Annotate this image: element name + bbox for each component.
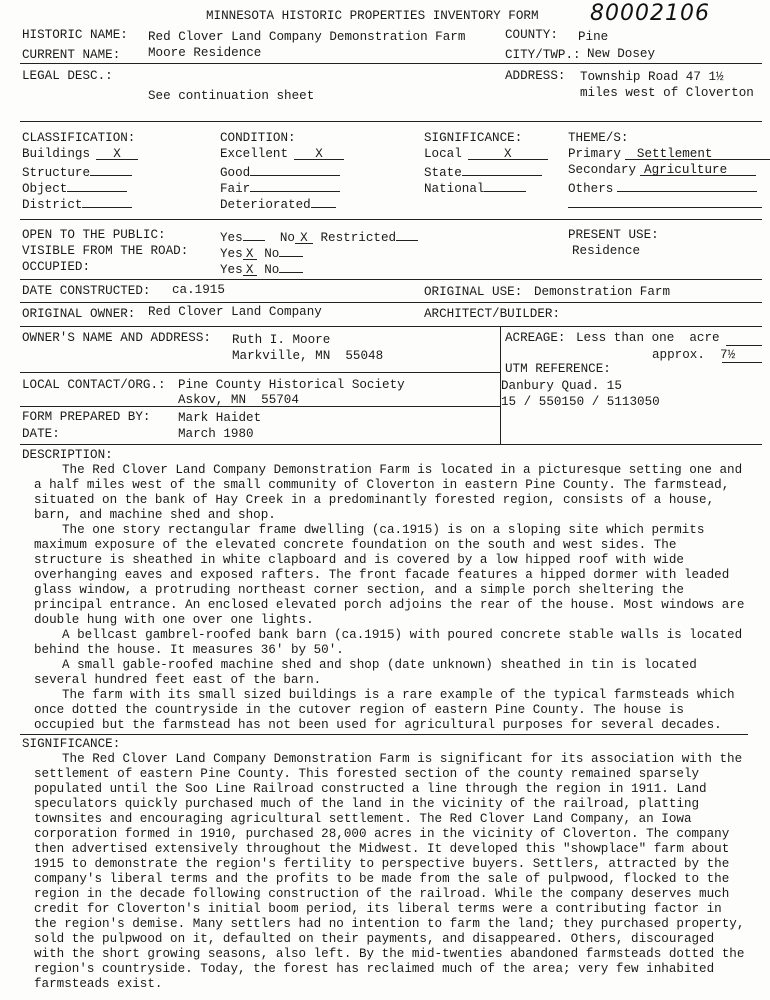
city-twp-label: CITY/TWP.: xyxy=(505,48,581,62)
owner-line-2: Markville, MN 55048 xyxy=(232,349,384,363)
condition-item: Deteriorated xyxy=(220,195,336,213)
utm-reference-label: UTM REFERENCE: xyxy=(505,362,611,376)
original-use-value: Demonstration Farm xyxy=(534,285,671,299)
contact-line-2: Askov, MN 55704 xyxy=(178,393,299,407)
significance-item: National xyxy=(424,179,526,197)
legal-desc-label: LEGAL DESC.: xyxy=(22,69,113,83)
present-use-label: PRESENT USE: xyxy=(568,228,659,242)
date-value: March 1980 xyxy=(178,427,254,441)
description-paragraph: A small gable-roofed machine shed and shop (date unknown) sheathed in tin is located several hundred feet east of the barn. xyxy=(34,658,697,687)
condition-label: CONDITION: xyxy=(220,131,296,145)
city-twp-value: New Dosey xyxy=(587,47,656,61)
address-label: ADDRESS: xyxy=(505,69,566,83)
county-label: COUNTY: xyxy=(505,28,558,42)
visible-from-road-label: VISIBLE FROM THE ROAD: xyxy=(22,244,189,258)
significance-heading: SIGNIFICANCE: xyxy=(22,737,121,751)
occupied-label: OCCUPIED: xyxy=(22,260,91,274)
architect-builder-label: ARCHITECT/BUILDER: xyxy=(424,307,561,321)
present-use-value: Residence xyxy=(572,244,641,258)
date-constructed-label: DATE CONSTRUCTED: xyxy=(22,284,151,298)
classification-item: Buildings X xyxy=(22,147,138,162)
historic-name-label: HISTORIC NAME: xyxy=(22,28,128,42)
description-heading: DESCRIPTION: xyxy=(22,448,113,462)
legal-desc-value: See continuation sheet xyxy=(148,89,315,103)
date-label: DATE: xyxy=(22,427,60,441)
description-paragraph: The farm with its small sized buildings is a rare example of the typical farmsteads which once dotted the countryside in the cutover region of eastern Pine County. The house is occupied but the farmstead has not been used for agricultural purposes for several decades. xyxy=(34,688,735,732)
utm-line-2: 15 / 550150 / 5113050 xyxy=(501,395,660,409)
acreage-approx: approx. 7½ xyxy=(652,348,736,362)
form-prepared-by-label: FORM PREPARED BY: xyxy=(22,410,151,424)
address-line-2: miles west of Cloverton xyxy=(580,86,754,100)
visible-from-road-options: Yes X No xyxy=(220,244,303,262)
condition-item: Fair xyxy=(220,179,340,197)
themes-label: THEME/S: xyxy=(568,131,629,145)
significance-item: Local X xyxy=(424,147,548,162)
owner-name-address-label: OWNER'S NAME AND ADDRESS: xyxy=(22,331,211,345)
open-to-public-options: Yes No X Restricted xyxy=(220,228,418,246)
occupied-options: Yes X No xyxy=(220,260,303,278)
theme-item: Primary Settlement xyxy=(568,147,770,162)
utm-line-1: Danbury Quad. 15 xyxy=(501,379,622,393)
form-title: MINNESOTA HISTORIC PROPERTIES INVENTORY FORM xyxy=(206,9,539,23)
original-owner-value: Red Clover Land Company xyxy=(148,305,322,319)
classification-item: Object xyxy=(22,179,127,197)
theme-item: Secondary Agriculture xyxy=(568,163,756,178)
description-paragraph: The Red Clover Land Company Demonstration Farm is located in a picturesque setting one and a half miles west of the small community of Cloverton in eastern Pine County. The farmstead, situated on the bank of Hay Creek in a predominantly forested region, consists of a house, barn, and machine shed and shop. xyxy=(34,463,743,522)
local-contact-label: LOCAL CONTACT/ORG.: xyxy=(22,378,166,392)
theme-extra-line xyxy=(568,195,762,213)
contact-line-1: Pine County Historical Society xyxy=(178,378,405,392)
significance-item: State xyxy=(424,163,542,181)
classification-item: District xyxy=(22,195,132,213)
original-use-label: ORIGINAL USE: xyxy=(424,285,523,299)
date-constructed-value: ca.1915 xyxy=(172,283,225,297)
condition-item: Good xyxy=(220,163,340,181)
historic-name-value: Red Clover Land Company Demonstration Farm xyxy=(148,30,466,44)
handwritten-reference-number: 80002106 xyxy=(590,1,710,26)
current-name-label: CURRENT NAME: xyxy=(22,48,121,62)
classification-item: Structure xyxy=(22,163,132,181)
owner-line-1: Ruth I. Moore xyxy=(232,333,331,347)
classification-label: CLASSIFICATION: xyxy=(22,131,136,145)
prepared-by-value: Mark Haidet xyxy=(178,411,262,425)
significance-paragraph: The Red Clover Land Company Demonstration Farm is significant for its association with the settlement of eastern Pine County. This forested section of the county remained sparsely populated until the Soo Line Railroad constructed a line through the region in 1911. Land speculators quickly purchased much of the land in the vicinity of the railroad, platting townsites and encouraging agricultural settlement. The Red Clover Land Company, an Iowa corporation formed in 1910, purchased 28,000 acres in the vicinity of Cloverton. The company then advertised extensively throughout the Midwest. It developed this "showplace" farm about 1915 to demonstrate the region's fertility to perspective buyers. Settlers, attracted by the company's liberal terms and the profits to be made from the sale of pulpwood, flocked to the region in the decade following construction of the railroad. While the company deserves much credit for Cloverton's initial boom period, its liberal terms were a contributing factor in the region's demise. Many settlers had no intention to farm the land; they purchased property, sold the pulpwood on it, defaulted on their payments, and disappeared. Others, discouraged with the short growing seasons, also left. By the mid-twenties abandoned farmsteads dotted the region's countryside. Today, the forest has reclaimed much of the area; very few inhabited farmsteads exist. xyxy=(34,752,745,991)
acreage-label: ACREAGE: xyxy=(505,331,566,345)
original-owner-label: ORIGINAL OWNER: xyxy=(22,307,136,321)
theme-item: Others xyxy=(568,179,757,197)
description-paragraph: A bellcast gambrel-roofed bank barn (ca.1915) with poured concrete stable walls is located behind the house. It measures 36' by 50'. xyxy=(34,628,743,657)
current-name-value: Moore Residence xyxy=(148,46,262,60)
significance-body xyxy=(34,752,746,992)
description-body xyxy=(34,463,746,733)
condition-item: Excellent X xyxy=(220,147,344,162)
acreage-value: Less than one acre xyxy=(576,331,720,345)
significance-label: SIGNIFICANCE: xyxy=(424,131,523,145)
county-value: Pine xyxy=(578,30,609,44)
address-line-1: Township Road 47 1½ xyxy=(580,70,724,84)
description-paragraph: The one story rectangular frame dwelling (ca.1915) is on a sloping site which permits maximum exposure of the elevated concrete foundation on the south and west sides. The structure is sheathed in white clapboard and is covered by a low hipped roof with wide overhanging eaves and exposed rafters. The front facade features a hipped dormer with leaded glass window, a protruding northeast corner section, and a simple porch sheltering the principal entrance. An enclosed elevated porch adjoins the rear of the house. Most windows are double hung with one over one lights. xyxy=(34,523,745,627)
open-to-public-label: OPEN TO THE PUBLIC: xyxy=(22,228,166,242)
